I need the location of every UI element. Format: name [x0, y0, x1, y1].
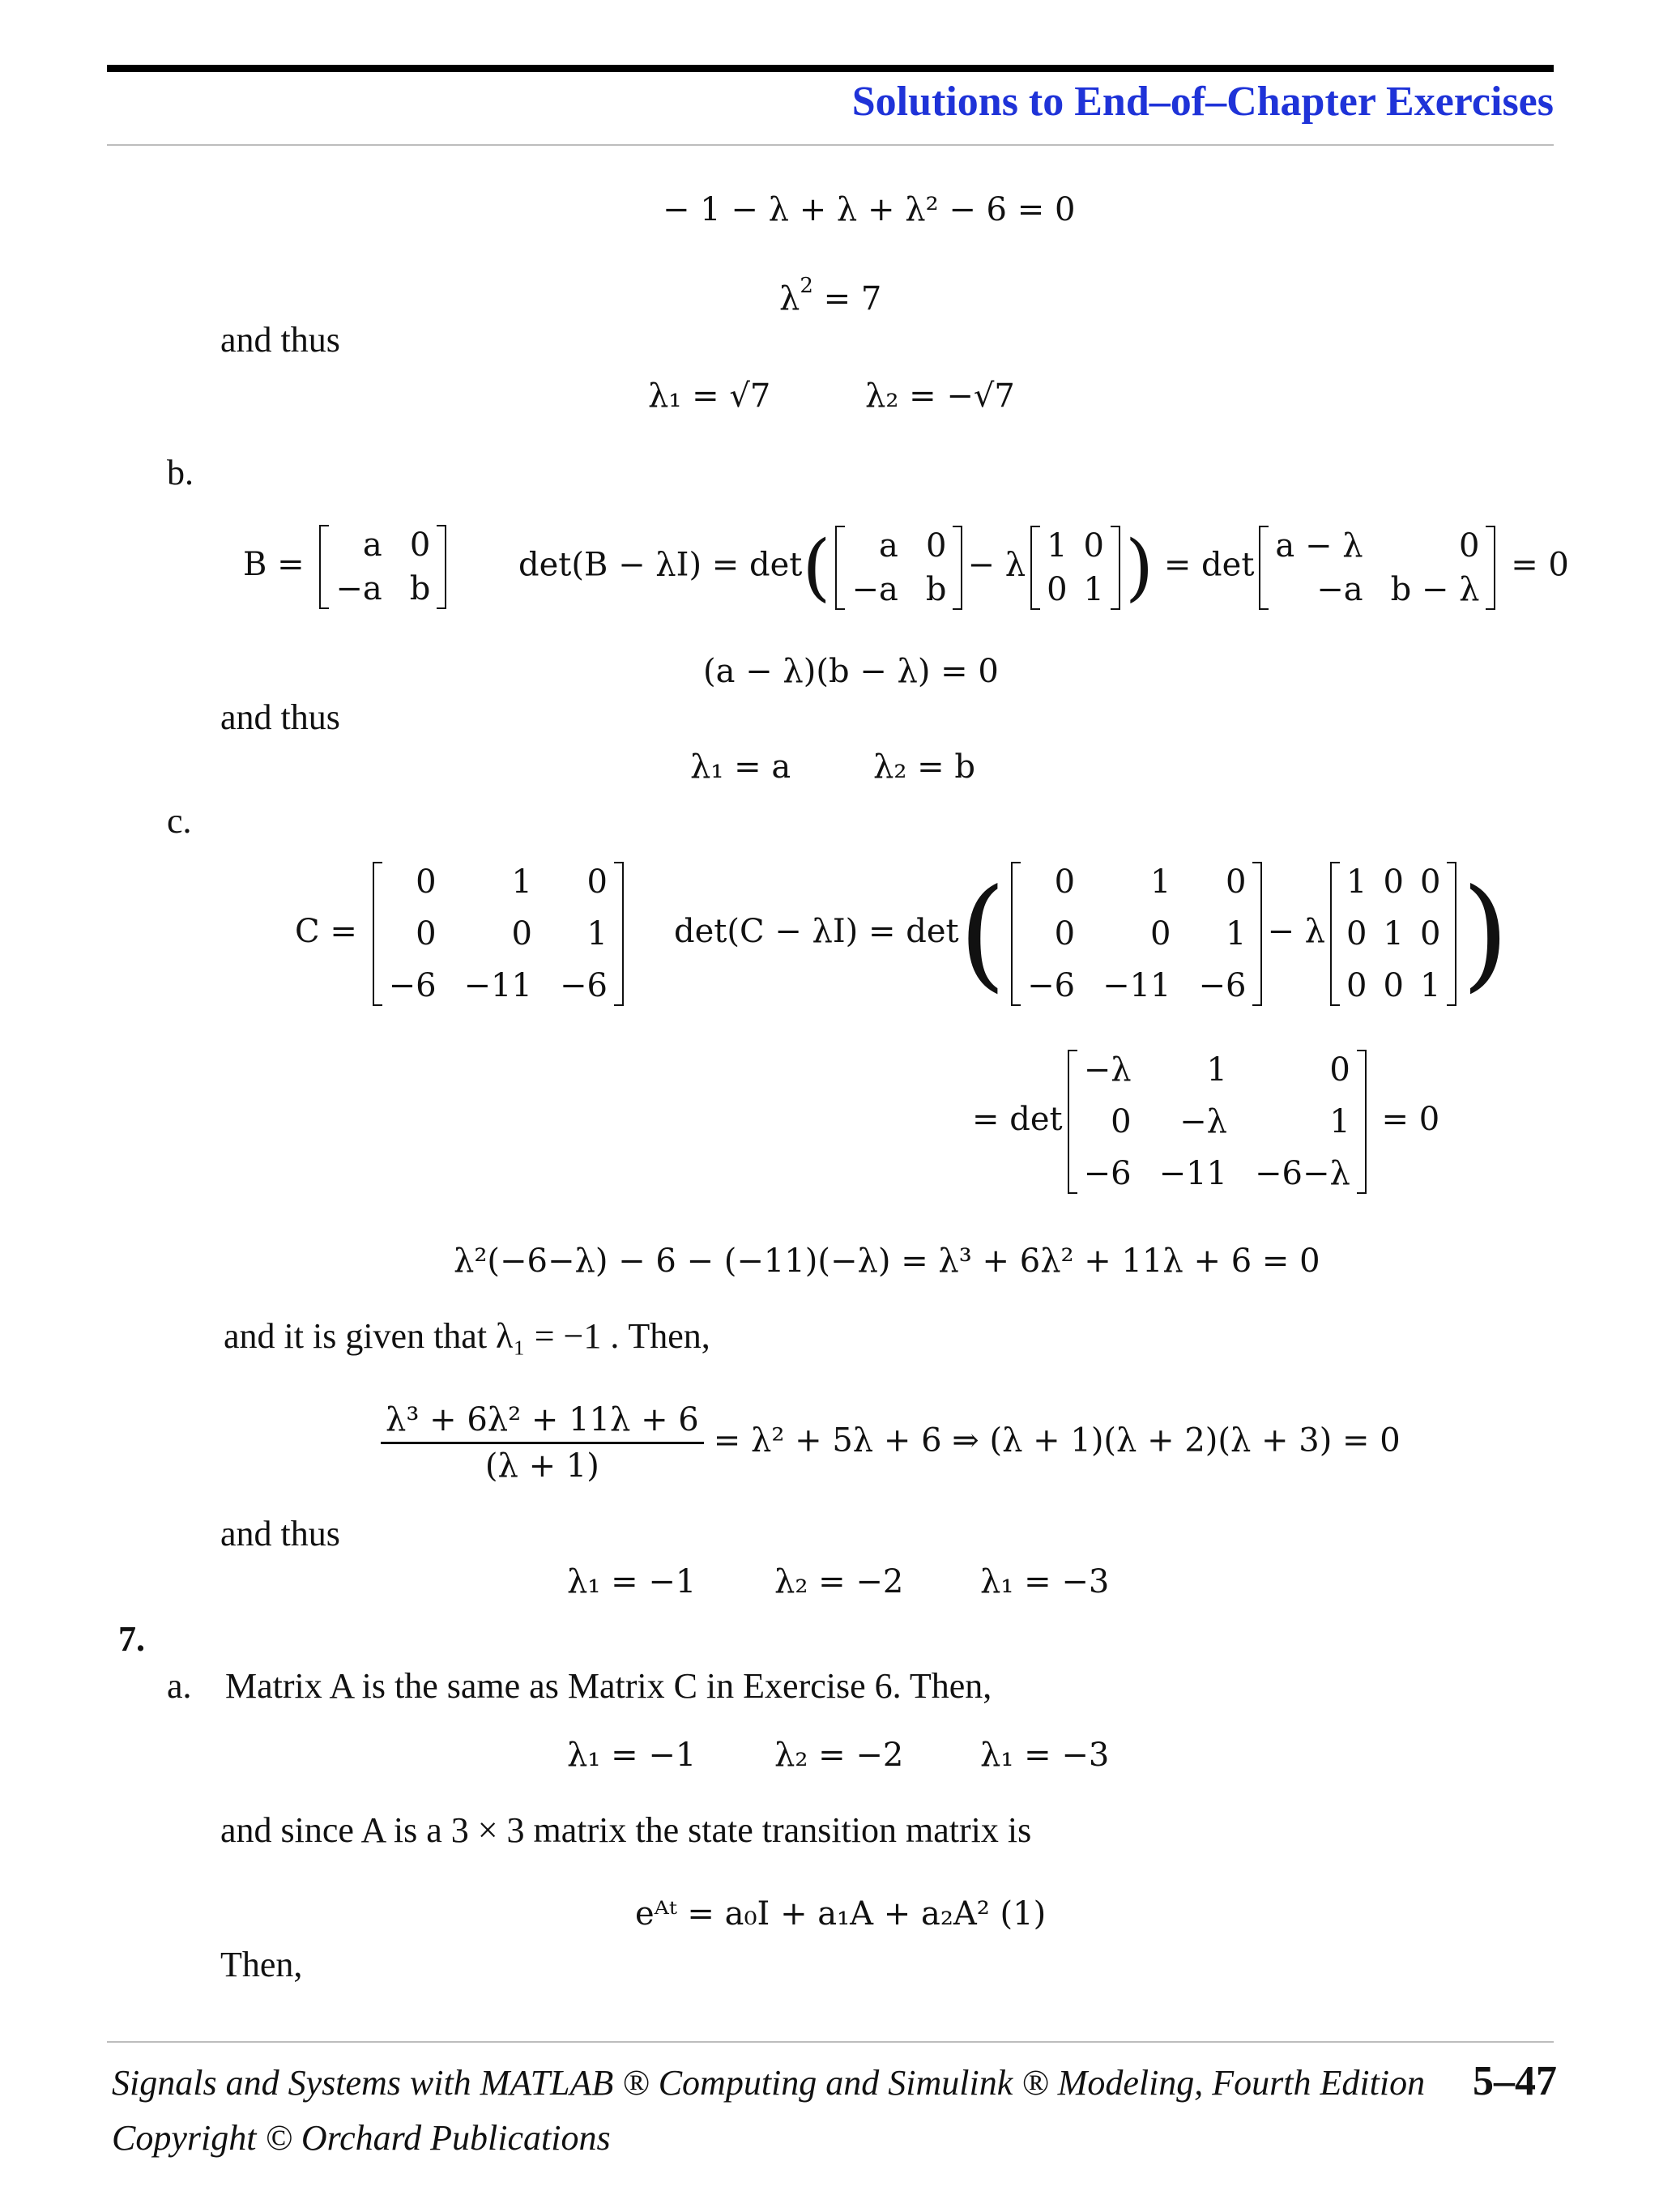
exercise-7-statement: Matrix A is the same as Matrix C in Exercise 6. Then, [225, 1666, 992, 1706]
equation-lambda-squared: $\lambda^2 = 7$ [779, 274, 882, 318]
header-title: Solutions to End–of–Chapter Exercises [851, 79, 1554, 125]
matrix-c-minus-lambda: −λ 1 0 0 −λ 1 −6 −11 −6−λ [1068, 1050, 1367, 1194]
matrix-b-minus-lambda: a − λ 0 −a b − λ [1259, 526, 1495, 610]
fraction: $\frac{\text{λ³ + 6λ² + 11λ + 6}}{(\lambda + 1)}$ [381, 1401, 704, 1485]
footer-rule [107, 2041, 1554, 2043]
determinant-expression-c: det(C − λI) = det( 0 1 0 0 0 1 −6 −11 −6 − λ 1 0 0 0 1 0 0 0 1 ) [674, 863, 1509, 1004]
footer-copyright: Copyright © Orchard Publications [112, 2118, 611, 2158]
eigenvalue-2: λ₂ = −√7 [865, 377, 1015, 415]
matrix-b: a 0 −a b [319, 525, 446, 609]
top-rule [107, 65, 1554, 72]
identity-matrix-2x2: 1 0 0 1 [1030, 526, 1120, 610]
eigenvalue-3: λ₁ = −3 [980, 1737, 1110, 1774]
eigenvalue-1: λ₁ = √7 [648, 377, 771, 415]
eigenvalue-1: λ₁ = −1 [567, 1737, 697, 1774]
and-thus-text: and thus [220, 320, 340, 360]
determinant-expression-b: det(B − λI) = det( a 0 −a b − λ 1 0 0 1 ) = det a − λ 0 −a b − λ = 0 [518, 525, 1569, 610]
matrix-c: 0 1 0 0 0 1 −6 −11 −6 [373, 862, 624, 1006]
characteristic-equation-b: (a − λ)(b − λ) = 0 [703, 653, 999, 690]
eigenvalue-1: λ₁ = a [690, 748, 791, 786]
eigenvalue-2: λ₂ = −2 [774, 1737, 904, 1774]
matrix-c-inner: 0 1 0 0 0 1 −6 −11 −6 [1011, 862, 1262, 1006]
part-c-label: c. [167, 801, 192, 841]
eigenvalue-1: λ₁ = −1 [567, 1563, 697, 1600]
polynomial-division: $\frac{\text{λ³ + 6λ² + 11λ + 6}}{(\lambda + 1)}$ = λ² + 5λ + 6 ⇒ (λ + 1)(λ + 2)(λ + 3) = 0 [381, 1401, 1401, 1485]
eigenvalue-3: λ₁ = −3 [980, 1563, 1110, 1600]
and-thus-text: and thus [220, 697, 340, 737]
characteristic-polynomial-c: λ²(−6−λ) − 6 − (−11)(−λ) = λ³ + 6λ² + 11λ + 6 = 0 [454, 1242, 1320, 1280]
identity-matrix-3x3: 1 0 0 0 1 0 0 0 1 [1330, 862, 1456, 1006]
given-text: and it is given that λ₁ = −1 . Then, [224, 1316, 710, 1356]
part-b-label: b. [167, 453, 194, 492]
matrix-c-definition: C = 0 1 0 0 0 1 −6 −11 −6 [295, 862, 629, 1006]
eigenvalue-2: λ₂ = b [873, 748, 975, 786]
header-rule [107, 144, 1554, 146]
matrix-b-definition: B = a 0 −a b [243, 525, 451, 609]
footer-book-title: Signals and Systems with MATLAB ® Computing and Simulink ® Modeling, Fourth Edition [112, 2063, 1426, 2103]
exercise-7-number: 7. [118, 1619, 145, 1659]
page-number: 5–47 [1473, 2058, 1557, 2104]
eigenvalue-2: λ₂ = −2 [774, 1563, 904, 1600]
then-text: Then, [220, 1945, 303, 1984]
matrix-b-inner: a 0 −a b [835, 526, 962, 610]
and-thus-text: and thus [220, 1514, 340, 1554]
equation-expanded: − 1 − λ + λ + λ² − 6 = 0 [663, 191, 1076, 228]
state-transition-text: and since A is a 3 × 3 matrix the state transition matrix is [220, 1810, 1032, 1850]
part-a-label: a. [167, 1666, 192, 1706]
determinant-result-c: = det −λ 1 0 0 −λ 1 −6 −11 −6−λ = 0 [972, 1051, 1440, 1192]
state-transition-equation: eᴬᵗ = a₀I + a₁A + a₂A² (1) [635, 1895, 1047, 1933]
